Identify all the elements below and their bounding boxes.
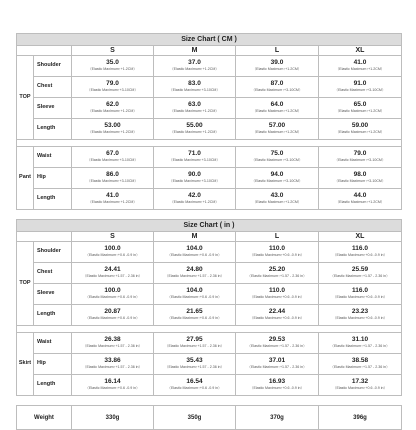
measurement-value: 104.0 bbox=[186, 286, 203, 294]
measurement-cell bbox=[72, 263, 154, 284]
measurement-cell bbox=[319, 375, 402, 396]
measurement-cell bbox=[236, 147, 319, 168]
measurement-value: 39.0 bbox=[270, 58, 284, 66]
elastic-note: （Elastic Maximum↑+0.6 -0.9 in） bbox=[332, 386, 388, 391]
measurement-cell bbox=[319, 189, 402, 210]
weight-value: 330g bbox=[72, 406, 154, 430]
measurement-cell bbox=[154, 119, 236, 140]
cm-chart-title: Size Chart ( CM ) bbox=[17, 34, 402, 46]
measurement-value: 62.0 bbox=[106, 100, 119, 108]
weight-value: 396g bbox=[319, 406, 402, 430]
elastic-note: （Elastic Maximum↑+1.2CM） bbox=[170, 109, 219, 114]
table-row bbox=[17, 77, 402, 98]
measurement-value: 24.80 bbox=[186, 265, 203, 273]
measurement-value: 44.0 bbox=[353, 191, 367, 199]
measurement-value: 22.44 bbox=[268, 307, 286, 315]
measurement-value: 21.65 bbox=[186, 307, 203, 315]
measurement-value: 71.0 bbox=[188, 149, 201, 157]
elastic-note: （Elastic Maximum↑+0.6 -0.9 in） bbox=[85, 295, 140, 300]
measurement-value: 16.14 bbox=[104, 377, 121, 385]
elastic-note: （Elastic Maximum↑+1.2CM） bbox=[170, 130, 219, 135]
elastic-note: （Elastic Maximum↑+3-10CM） bbox=[334, 179, 386, 184]
elastic-note: （Elastic Maximum↑+1.57 - 2.36 in） bbox=[164, 344, 225, 349]
measurement-cell bbox=[154, 168, 236, 189]
measurement-label: Chest bbox=[34, 263, 72, 284]
measurement-cell bbox=[154, 77, 236, 98]
elastic-note: （Elastic Maximum↑+1.57 - 2.36 in） bbox=[82, 365, 143, 370]
measurement-cell bbox=[236, 305, 319, 326]
elastic-note: （Elastic Maximum↑+1.2CM） bbox=[88, 200, 137, 205]
measurement-value: 110.0 bbox=[269, 286, 285, 294]
measurement-label: Waist bbox=[34, 333, 72, 354]
measurement-value: 17.32 bbox=[351, 377, 369, 385]
inch-chart-size-header: L bbox=[236, 232, 319, 242]
inch-chart-size-header-blank bbox=[17, 232, 72, 242]
elastic-note: （Elastic Maximum↑+1.57 - 2.36 in） bbox=[330, 274, 390, 279]
measurement-cell bbox=[236, 189, 319, 210]
elastic-note: （Elastic Maximum↑+1.2CM） bbox=[252, 67, 302, 72]
measurement-value: 90.0 bbox=[188, 170, 201, 178]
measurement-value: 37.0 bbox=[188, 58, 201, 66]
measurement-value: 57.00 bbox=[268, 121, 286, 129]
elastic-note: （Elastic Maximum↑+3-10CM） bbox=[86, 158, 139, 163]
measurement-value: 87.0 bbox=[270, 79, 284, 87]
measurement-cell bbox=[236, 98, 319, 119]
measurement-value: 25.20 bbox=[268, 265, 286, 273]
measurement-value: 86.0 bbox=[106, 170, 119, 178]
cm-chart-title-row bbox=[17, 34, 402, 46]
measurement-cell bbox=[154, 375, 236, 396]
elastic-note: （Elastic Maximum↑+1.57 - 2.36 in） bbox=[164, 274, 225, 279]
measurement-cell bbox=[319, 333, 402, 354]
measurement-value: 100.0 bbox=[104, 244, 121, 252]
elastic-note: （Elastic Maximum↑+1.57 - 2.36 in） bbox=[82, 274, 143, 279]
measurement-value: 75.0 bbox=[270, 149, 284, 157]
measurement-cell bbox=[319, 77, 402, 98]
inch-chart-size-header: S bbox=[72, 232, 154, 242]
group-separator bbox=[17, 140, 402, 147]
measurement-value: 26.38 bbox=[104, 335, 121, 343]
measurement-value: 53.00 bbox=[104, 121, 121, 129]
measurement-value: 37.01 bbox=[268, 356, 286, 364]
elastic-note: （Elastic Maximum↑+3-10CM） bbox=[334, 158, 386, 163]
measurement-label: Hip bbox=[34, 168, 72, 189]
category-label: TOP bbox=[17, 242, 34, 326]
inch-chart-size-header: M bbox=[154, 232, 236, 242]
table-row bbox=[17, 284, 402, 305]
measurement-cell bbox=[236, 333, 319, 354]
cm-chart-size-header: XL bbox=[319, 46, 402, 56]
elastic-note: （Elastic Maximum↑+3-10CM） bbox=[251, 88, 303, 93]
measurement-value: 41.0 bbox=[353, 58, 367, 66]
measurement-cell bbox=[319, 305, 402, 326]
elastic-note: （Elastic Maximum↑+1.2CM） bbox=[335, 67, 385, 72]
measurement-cell bbox=[72, 56, 154, 77]
elastic-note: （Elastic Maximum↑+1.57 - 2.36 in） bbox=[164, 365, 225, 370]
measurement-cell bbox=[319, 119, 402, 140]
measurement-value: 65.0 bbox=[353, 100, 367, 108]
weight-value: 370g bbox=[236, 406, 319, 430]
measurement-cell bbox=[72, 284, 154, 305]
measurement-value: 63.0 bbox=[188, 100, 201, 108]
elastic-note: （Elastic Maximum↑+1.2CM） bbox=[88, 67, 137, 72]
measurement-cell bbox=[154, 189, 236, 210]
elastic-note: （Elastic Maximum↑+1.57 - 2.36 in） bbox=[330, 344, 390, 349]
inch-chart-size-header-row bbox=[17, 232, 402, 242]
elastic-note: （Elastic Maximum↑+0.6 -0.9 in） bbox=[332, 253, 388, 258]
elastic-note: （Elastic Maximum↑+0.6 -0.9 in） bbox=[249, 316, 305, 321]
weight-label: Weight bbox=[17, 406, 72, 430]
elastic-note: （Elastic Maximum↑+1.2CM） bbox=[335, 109, 385, 114]
measurement-value: 42.0 bbox=[188, 191, 201, 199]
measurement-value: 116.0 bbox=[352, 286, 368, 294]
measurement-cell bbox=[236, 56, 319, 77]
measurement-cell bbox=[72, 305, 154, 326]
measurement-cell bbox=[72, 242, 154, 263]
elastic-note: （Elastic Maximum↑+3-10CM） bbox=[168, 179, 221, 184]
measurement-value: 94.0 bbox=[270, 170, 284, 178]
measurement-value: 64.0 bbox=[270, 100, 284, 108]
category-label: TOP bbox=[17, 56, 34, 140]
measurement-cell bbox=[72, 354, 154, 375]
elastic-note: （Elastic Maximum↑+0.6 -0.9 in） bbox=[85, 316, 140, 321]
elastic-note: （Elastic Maximum↑+3-10CM） bbox=[334, 88, 386, 93]
measurement-label: Sleeve bbox=[34, 98, 72, 119]
measurement-label: Length bbox=[34, 119, 72, 140]
measurement-cell bbox=[319, 242, 402, 263]
measurement-value: 67.0 bbox=[106, 149, 119, 157]
group-separator-cell bbox=[17, 326, 402, 333]
weight-row bbox=[17, 406, 402, 430]
measurement-value: 25.59 bbox=[351, 265, 369, 273]
cm-chart-size-header-row bbox=[17, 46, 402, 56]
table-row bbox=[17, 189, 402, 210]
table-row bbox=[17, 147, 402, 168]
chart-spacer-cell bbox=[17, 210, 402, 220]
measurement-label: Sleeve bbox=[34, 284, 72, 305]
measurement-value: 110.0 bbox=[269, 244, 285, 252]
elastic-note: （Elastic Maximum↑+3-10CM） bbox=[251, 179, 303, 184]
category-label: Pant bbox=[17, 147, 34, 210]
measurement-cell bbox=[319, 147, 402, 168]
elastic-note: （Elastic Maximum↑+0.6 -0.9 in） bbox=[249, 386, 305, 391]
elastic-note: （Elastic Maximum↑+1.2CM） bbox=[252, 130, 302, 135]
elastic-note: （Elastic Maximum↑+0.6 -0.9 in） bbox=[167, 253, 222, 258]
measurement-label: Chest bbox=[34, 77, 72, 98]
measurement-cell bbox=[154, 333, 236, 354]
measurement-cell bbox=[236, 375, 319, 396]
measurement-value: 16.54 bbox=[186, 377, 203, 385]
measurement-value: 59.00 bbox=[351, 121, 369, 129]
measurement-label: Waist bbox=[34, 147, 72, 168]
measurement-cell bbox=[72, 333, 154, 354]
elastic-note: （Elastic Maximum↑+3-10CM） bbox=[168, 158, 221, 163]
elastic-note: （Elastic Maximum↑+1.57 - 2.36 in） bbox=[247, 365, 307, 370]
cm-chart-size-header-blank bbox=[17, 46, 72, 56]
elastic-note: （Elastic Maximum↑+0.6 -0.9 in） bbox=[167, 386, 222, 391]
cm-chart-size-header: L bbox=[236, 46, 319, 56]
table-row bbox=[17, 242, 402, 263]
table-row bbox=[17, 354, 402, 375]
measurement-cell bbox=[72, 168, 154, 189]
measurement-value: 83.0 bbox=[188, 79, 201, 87]
measurement-cell bbox=[319, 98, 402, 119]
table-row bbox=[17, 119, 402, 140]
size-chart-table bbox=[16, 33, 402, 430]
measurement-value: 31.10 bbox=[351, 335, 369, 343]
measurement-value: 29.53 bbox=[268, 335, 286, 343]
elastic-note: （Elastic Maximum↑+1.2CM） bbox=[335, 130, 385, 135]
measurement-value: 116.0 bbox=[352, 244, 368, 252]
inch-chart-title: Size Chart ( in ) bbox=[17, 220, 402, 232]
table-row bbox=[17, 333, 402, 354]
measurement-cell bbox=[236, 263, 319, 284]
measurement-label: Shoulder bbox=[34, 56, 72, 77]
measurement-cell bbox=[72, 98, 154, 119]
elastic-note: （Elastic Maximum↑+0.6 -0.9 in） bbox=[249, 253, 305, 258]
measurement-value: 24.41 bbox=[104, 265, 121, 273]
measurement-value: 79.0 bbox=[106, 79, 119, 87]
measurement-value: 35.43 bbox=[186, 356, 203, 364]
measurement-cell bbox=[236, 77, 319, 98]
inch-chart-size-header: XL bbox=[319, 232, 402, 242]
measurement-value: 104.0 bbox=[186, 244, 203, 252]
measurement-cell bbox=[154, 242, 236, 263]
measurement-value: 98.0 bbox=[353, 170, 367, 178]
cm-chart-size-header: M bbox=[154, 46, 236, 56]
table-row bbox=[17, 56, 402, 77]
measurement-label: Hip bbox=[34, 354, 72, 375]
table-row bbox=[17, 375, 402, 396]
elastic-note: （Elastic Maximum↑+1.57 - 2.36 in） bbox=[247, 274, 307, 279]
weight-spacer bbox=[17, 396, 402, 406]
measurement-cell bbox=[154, 98, 236, 119]
measurement-cell bbox=[154, 284, 236, 305]
measurement-value: 41.0 bbox=[106, 191, 119, 199]
elastic-note: （Elastic Maximum↑+3-10CM） bbox=[86, 88, 139, 93]
measurement-cell bbox=[319, 354, 402, 375]
elastic-note: （Elastic Maximum↑+1.57 - 2.36 in） bbox=[247, 344, 307, 349]
elastic-note: （Elastic Maximum↑+1.2CM） bbox=[88, 130, 137, 135]
measurement-cell bbox=[319, 284, 402, 305]
category-label: Skirt bbox=[17, 333, 34, 396]
elastic-note: （Elastic Maximum↑+3-10CM） bbox=[168, 88, 221, 93]
measurement-value: 20.87 bbox=[104, 307, 121, 315]
table-row bbox=[17, 168, 402, 189]
elastic-note: （Elastic Maximum↑+1.2CM） bbox=[252, 109, 302, 114]
measurement-value: 91.0 bbox=[353, 79, 367, 87]
elastic-note: （Elastic Maximum↑+0.6 -0.9 in） bbox=[332, 316, 388, 321]
table-row bbox=[17, 98, 402, 119]
measurement-cell bbox=[72, 189, 154, 210]
measurement-value: 16.93 bbox=[268, 377, 286, 385]
measurement-value: 100.0 bbox=[104, 286, 121, 294]
size-chart-sheet bbox=[16, 33, 401, 430]
measurement-value: 38.58 bbox=[351, 356, 369, 364]
elastic-note: （Elastic Maximum↑+1.57 - 2.36 in） bbox=[330, 365, 390, 370]
table-row bbox=[17, 263, 402, 284]
measurement-cell bbox=[236, 354, 319, 375]
measurement-cell bbox=[154, 263, 236, 284]
elastic-note: （Elastic Maximum↑+0.6 -0.9 in） bbox=[167, 295, 222, 300]
measurement-label: Length bbox=[34, 375, 72, 396]
chart-spacer bbox=[17, 210, 402, 220]
elastic-note: （Elastic Maximum↑+1.2CM） bbox=[170, 200, 219, 205]
measurement-label: Length bbox=[34, 189, 72, 210]
group-separator-cell bbox=[17, 140, 402, 147]
measurement-cell bbox=[319, 56, 402, 77]
measurement-value: 35.0 bbox=[106, 58, 119, 66]
measurement-cell bbox=[72, 147, 154, 168]
measurement-cell bbox=[72, 77, 154, 98]
measurement-value: 33.86 bbox=[104, 356, 121, 364]
measurement-cell bbox=[236, 168, 319, 189]
elastic-note: （Elastic Maximum↑+1.2CM） bbox=[88, 109, 137, 114]
elastic-note: （Elastic Maximum↑+0.6 -0.9 in） bbox=[332, 295, 388, 300]
measurement-value: 43.0 bbox=[270, 191, 284, 199]
measurement-cell bbox=[72, 375, 154, 396]
measurement-label: Shoulder bbox=[34, 242, 72, 263]
elastic-note: （Elastic Maximum↑+1.2CM） bbox=[170, 67, 219, 72]
measurement-cell bbox=[154, 305, 236, 326]
elastic-note: （Elastic Maximum↑+0.6 -0.9 in） bbox=[85, 253, 140, 258]
elastic-note: （Elastic Maximum↑+3-10CM） bbox=[251, 158, 303, 163]
weight-value: 350g bbox=[154, 406, 236, 430]
measurement-label: Length bbox=[34, 305, 72, 326]
elastic-note: （Elastic Maximum↑+3-10CM） bbox=[86, 179, 139, 184]
weight-spacer-cell bbox=[17, 396, 402, 406]
measurement-cell bbox=[236, 242, 319, 263]
measurement-cell bbox=[236, 284, 319, 305]
measurement-value: 55.00 bbox=[186, 121, 203, 129]
elastic-note: （Elastic Maximum↑+0.6 -0.9 in） bbox=[249, 295, 305, 300]
measurement-cell bbox=[319, 168, 402, 189]
measurement-cell bbox=[154, 147, 236, 168]
elastic-note: （Elastic Maximum↑+0.6 -0.9 in） bbox=[85, 386, 140, 391]
elastic-note: （Elastic Maximum↑+0.6 -0.9 in） bbox=[167, 316, 222, 321]
measurement-value: 23.23 bbox=[351, 307, 369, 315]
elastic-note: （Elastic Maximum↑+1.2CM） bbox=[335, 200, 385, 205]
measurement-cell bbox=[72, 119, 154, 140]
measurement-value: 79.0 bbox=[353, 149, 367, 157]
measurement-value: 27.95 bbox=[186, 335, 203, 343]
inch-chart-title-row bbox=[17, 220, 402, 232]
cm-chart-size-header: S bbox=[72, 46, 154, 56]
measurement-cell bbox=[236, 119, 319, 140]
table-row bbox=[17, 305, 402, 326]
measurement-cell bbox=[319, 263, 402, 284]
measurement-cell bbox=[154, 56, 236, 77]
measurement-cell bbox=[154, 354, 236, 375]
elastic-note: （Elastic Maximum↑+1.57 - 2.36 in） bbox=[82, 344, 143, 349]
group-separator bbox=[17, 326, 402, 333]
elastic-note: （Elastic Maximum↑+1.2CM） bbox=[252, 200, 302, 205]
